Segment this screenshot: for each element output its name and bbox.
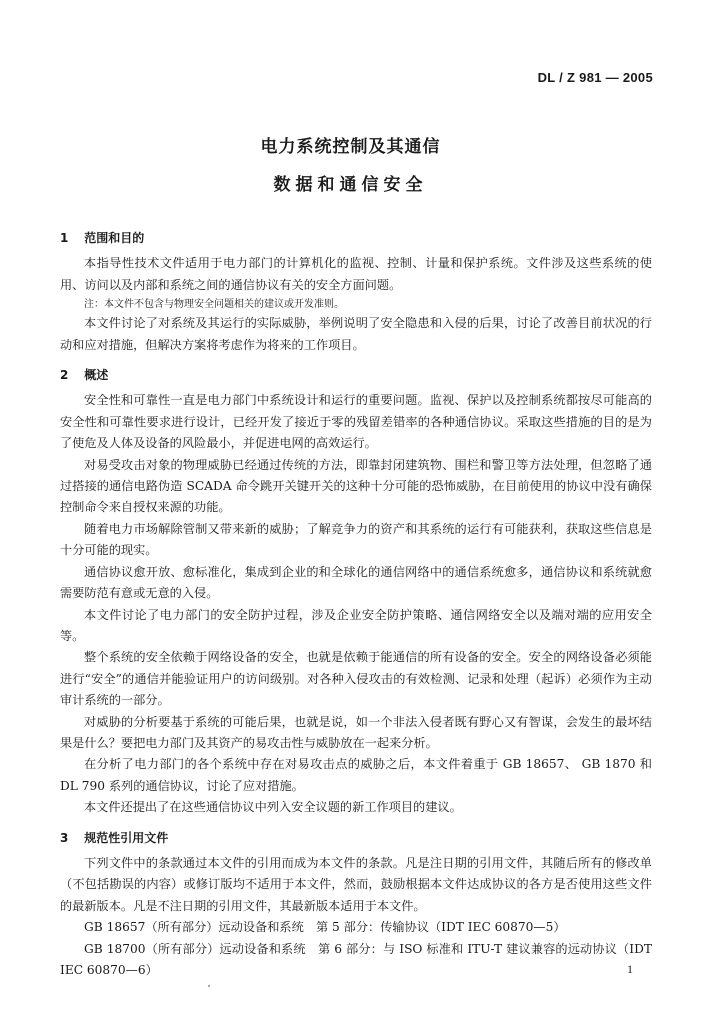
note: 注：本文件不包含与物理安全问题相关的建议或开发准则。 — [84, 299, 344, 311]
paragraph: 随着电力市场解除管制又带来新的威胁；了解竞争力的资产和其系统的运行有可能获利，获取这些信息是十分可能的现实。 — [60, 521, 652, 558]
section-title: 概述 — [84, 368, 109, 383]
page-number: 1 — [627, 962, 633, 976]
paragraph: 通信协议愈开放、愈标准化，集成到企业的和全球化的通信网络中的通信系统愈多，通信协议和系统就愈需要防范有意或无意的入侵。 — [60, 564, 652, 601]
document-title-line2: 数据和通信安全 — [273, 175, 428, 195]
paragraph: 本文件讨论了电力部门的安全防护过程，涉及企业安全防护策略、通信网络安全以及端对端的应用安全等。 — [60, 607, 652, 643]
section-heading — [60, 228, 652, 249]
paragraph: 本指导性技术文件适用于电力部门的计算机化的监视、控制、计量和保护系统。文件涉及这些系统的使用、访问以及内部和系统之间的通信协议有关的安全方面问题。 — [60, 256, 652, 292]
section-overview — [60, 365, 652, 819]
section-heading — [60, 828, 652, 849]
document-title-line1: 电力系统控制及其通信 — [260, 137, 441, 157]
section-title: 范围和目的 — [84, 231, 145, 245]
section-heading — [60, 365, 652, 386]
paragraph: 下列文件中的条款通过本文件的引用而成为本文件的条款。凡是注日期的引用文件，其随后所有的修改单（不包括勘误的内容）或修订版均不适用于本文件，然而，鼓励根据本文件达成协议的各方是否使用这些文件的最新版本。凡是不注日期的引用文件，其最新版本适用于本文件。 — [60, 855, 652, 913]
paragraph: 本文件讨论了对系统及其运行的实际威胁，举例说明了安全隐患和入侵的后果，讨论了改善目前状况的行动和应对措施，但解决方案将考虑作为将来的工作项目。 — [60, 316, 652, 352]
document-body — [60, 228, 652, 990]
document-code: DL / Z 981 — 2005 — [537, 70, 653, 85]
scan-speck — [208, 985, 210, 987]
reference-item: GB 18700（所有部分）远动设备和系统 第 6 部分：与 ISO 标准和 ITU-T 建议兼容的远动协议（IDT IEC 60870—6） — [60, 941, 652, 977]
paragraph: 对易受攻击对象的物理威胁已经通过传统的方法，即靠封闭建筑物、围栏和警卫等方法处理，但忽略了通过搭接的通信电路伪造 SCADA 命令跳开关键开关的这种十分可能的恐怖威胁，在目前使用的协议中没有确保控制命令来自授权来源的功能。 — [60, 457, 652, 515]
paragraph: 本文件还提出了在这些通信协议中列入安全议题的新工作项目的建议。 — [84, 800, 462, 815]
paragraph: 在分析了电力部门的各个系统中存在对易攻击点的威胁之后，本文件着重于 GB 18657、 GB 1870 和 DL 790 系列的通信协议，讨论了应对措施。 — [60, 757, 652, 793]
reference-item: GB 18657（所有部分）远动设备和系统 第 5 部分：传输协议（IDT IEC 60870—5） — [84, 920, 566, 935]
section-scope — [60, 228, 652, 356]
section-normative-references — [60, 828, 652, 982]
section-number: 3 — [60, 830, 69, 845]
paragraph: 整个系统的安全依赖于网络设备的安全，也就是依赖于能通信的所有设备的安全。安全的网络设备必须能进行“安全”的通信并能验证用户的访问级别。对各种入侵攻击的有效检测、记录和处理（起诉）必须作为主动审计系统的一部分。 — [60, 650, 652, 708]
paragraph: 对威胁的分析要基于系统的可能后果，也就是说，如一个非法入侵者既有野心又有智谋，会发生的最坏结果是什么？要把电力部门及其资产的易攻击性与威胁放在一起来分析。 — [60, 714, 652, 750]
paragraph: 安全性和可靠性一直是电力部门中系统设计和运行的重要问题。监视、保护以及控制系统都按尽可能高的安全性和可靠性要求进行设计，已经开发了接近于零的残留差错率的各种通信协议。采取这些措施的目的是为了使危及人体及设备的风险最小，并促进电网的高效运行。 — [60, 393, 652, 451]
section-number: 2 — [60, 368, 69, 383]
section-number: 1 — [60, 231, 69, 245]
section-title: 规范性引用文件 — [84, 830, 169, 845]
